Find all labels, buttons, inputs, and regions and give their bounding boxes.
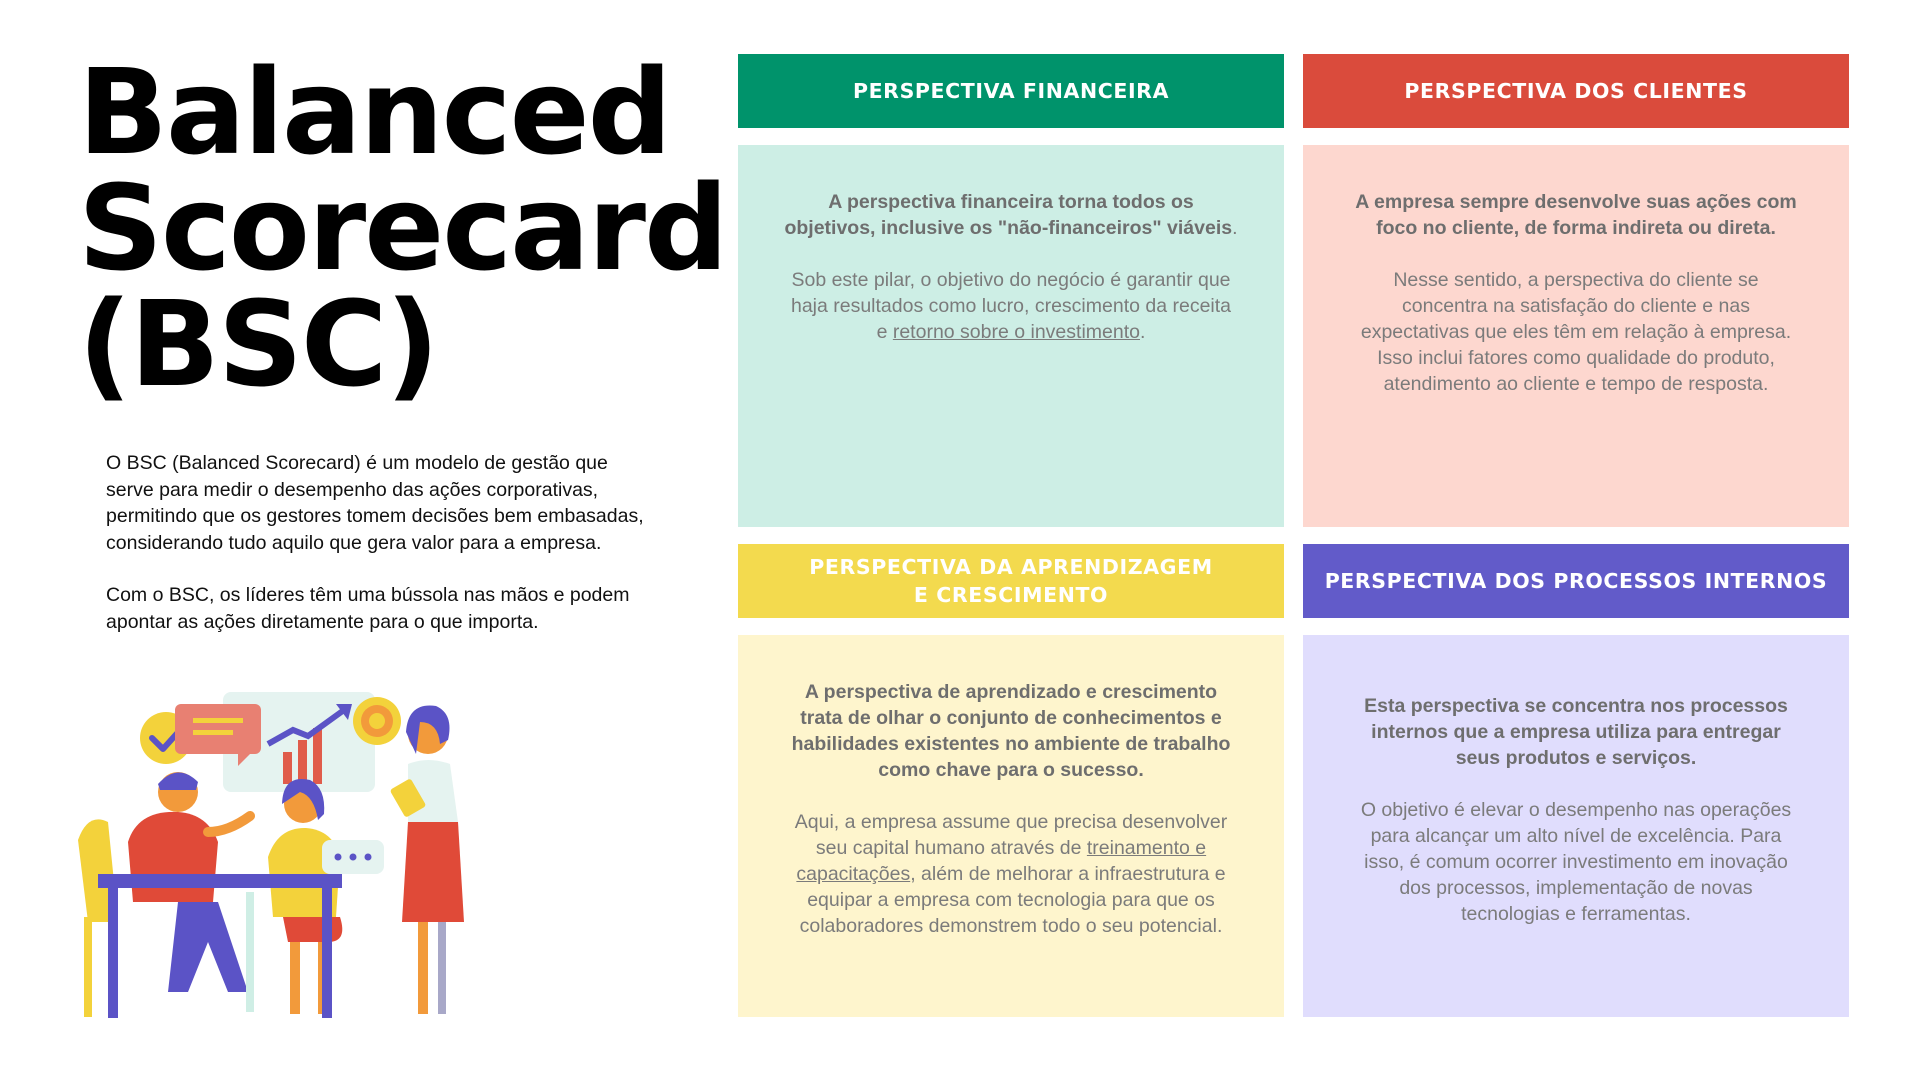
intro-text xyxy=(106,450,651,661)
aprendizagem-body-post: , além de melhorar a infraestrutura e equipar a empresa com tecnologia para que os colaboradores demonstrem todo o seu potencial. xyxy=(799,863,1226,937)
aprendizagem-header-line-1: PERSPECTIVA DA APRENDIZAGEM xyxy=(809,555,1213,579)
financeira-lead xyxy=(784,189,1238,241)
person-skirt-shape xyxy=(283,917,342,942)
dot-shape xyxy=(335,854,342,861)
chat-line-shape xyxy=(193,730,233,735)
aprendizagem-body xyxy=(784,809,1238,939)
title-line-3: (BSC) xyxy=(78,275,438,413)
financeira-header-label: PERSPECTIVA FINANCEIRA xyxy=(852,79,1170,103)
aprendizagem-header-line-2: E CRESCIMENTO xyxy=(913,583,1109,607)
bar-chart-icon xyxy=(283,752,292,784)
dot-shape xyxy=(350,854,357,861)
processos-lead: Esta perspectiva se concentra nos processos internos que a empresa utiliza para entregar seus produtos e serviços. xyxy=(1364,695,1788,769)
table-leg-shape xyxy=(322,888,332,1018)
chair-leg-shape xyxy=(246,892,254,1012)
person-body-shape xyxy=(128,812,218,902)
financeira-body-pre: Sob este pilar, o objetivo do negócio é garantir que haja resultados como lucro, crescimento da receita e xyxy=(790,269,1232,343)
team-meeting-illustration xyxy=(78,692,508,1032)
person-leg-shape xyxy=(418,922,428,1014)
financeira-lead-text: A perspectiva financeira torna todos os objetivos, inclusive os "não-financeiros" viáveis xyxy=(784,191,1233,239)
processos-body: O objetivo é elevar o desempenho nas operações para alcançar um alto nível de excelência. Para isso, é comum ocorrer investimento em inovação dos processos, implementação de novas tecnologias e ferramentas. xyxy=(1360,799,1792,925)
prosthetic-leg-shape xyxy=(438,922,446,1014)
person-legs-shape xyxy=(168,902,248,992)
aprendizagem-header xyxy=(738,544,1284,618)
person-skirt-shape xyxy=(402,822,464,922)
clientes-header-label: PERSPECTIVA DOS CLIENTES xyxy=(1404,79,1748,103)
person-leg-shape xyxy=(290,942,300,1014)
target-center-shape xyxy=(369,713,385,729)
intro-paragraph-2: Com o BSC, os líderes têm uma bússola nas mãos e podem apontar as ações diretamente para o que importa. xyxy=(106,584,630,633)
processos-header-label: PERSPECTIVA DOS PROCESSOS INTERNOS xyxy=(1324,569,1828,593)
clientes-header xyxy=(1303,54,1849,128)
title-line-2: Scorecard xyxy=(78,159,727,297)
page-title xyxy=(78,43,727,413)
intro-paragraph-1: O BSC (Balanced Scorecard) é um modelo de gestão que serve para medir o desempenho das ações corporativas, permitindo que os gestores tomem decisões bem embasadas, considerando tudo aquilo que gera valor para a empresa. xyxy=(106,452,644,554)
person-hair-shape xyxy=(158,772,198,790)
financeira-body xyxy=(784,267,1238,345)
financeira-link[interactable]: retorno sobre o investimento xyxy=(892,321,1140,343)
financeira-card xyxy=(738,145,1284,527)
aprendizagem-lead: A perspectiva de aprendizado e crescimento trata de olhar o conjunto de conhecimentos e habilidades existentes no ambiente de trabalho como chave para o sucesso. xyxy=(791,681,1231,781)
clientes-body: Nesse sentido, a perspectiva do cliente se concentra na satisfação do cliente e nas expectativas que eles têm em relação à empresa. Isso inclui fatores como qualidade do produto, atendimento ao cliente e tempo de resposta. xyxy=(1360,269,1792,395)
financeira-header xyxy=(738,54,1284,128)
bar-chart-bar-shape xyxy=(298,740,307,784)
clientes-lead: A empresa sempre desenvolve suas ações com foco no cliente, de forma indireta ou direta. xyxy=(1355,191,1797,239)
financeira-body-post: . xyxy=(1139,321,1146,343)
dot-shape xyxy=(365,854,372,861)
chat-bubble-icon xyxy=(175,704,261,754)
bar-chart-bar-shape xyxy=(313,728,322,784)
financeira-lead-end: . xyxy=(1232,217,1238,239)
aprendizagem-body-pre: Aqui, a empresa assume que precisa desenvolver seu capital humano através de xyxy=(794,811,1228,859)
title-line-1: Balanced xyxy=(78,43,671,181)
processos-header xyxy=(1303,544,1849,618)
aprendizagem-card xyxy=(738,635,1284,1017)
aprendizagem-link[interactable]: treinamento e capacitações xyxy=(796,837,1207,885)
person-arm-shape xyxy=(208,816,250,832)
chair-leg-shape xyxy=(84,917,92,1017)
chat-line-shape xyxy=(193,718,243,723)
clientes-card xyxy=(1303,145,1849,527)
table-leg-shape xyxy=(108,888,118,1018)
processos-card xyxy=(1303,635,1849,1017)
table-top-shape xyxy=(98,874,342,888)
